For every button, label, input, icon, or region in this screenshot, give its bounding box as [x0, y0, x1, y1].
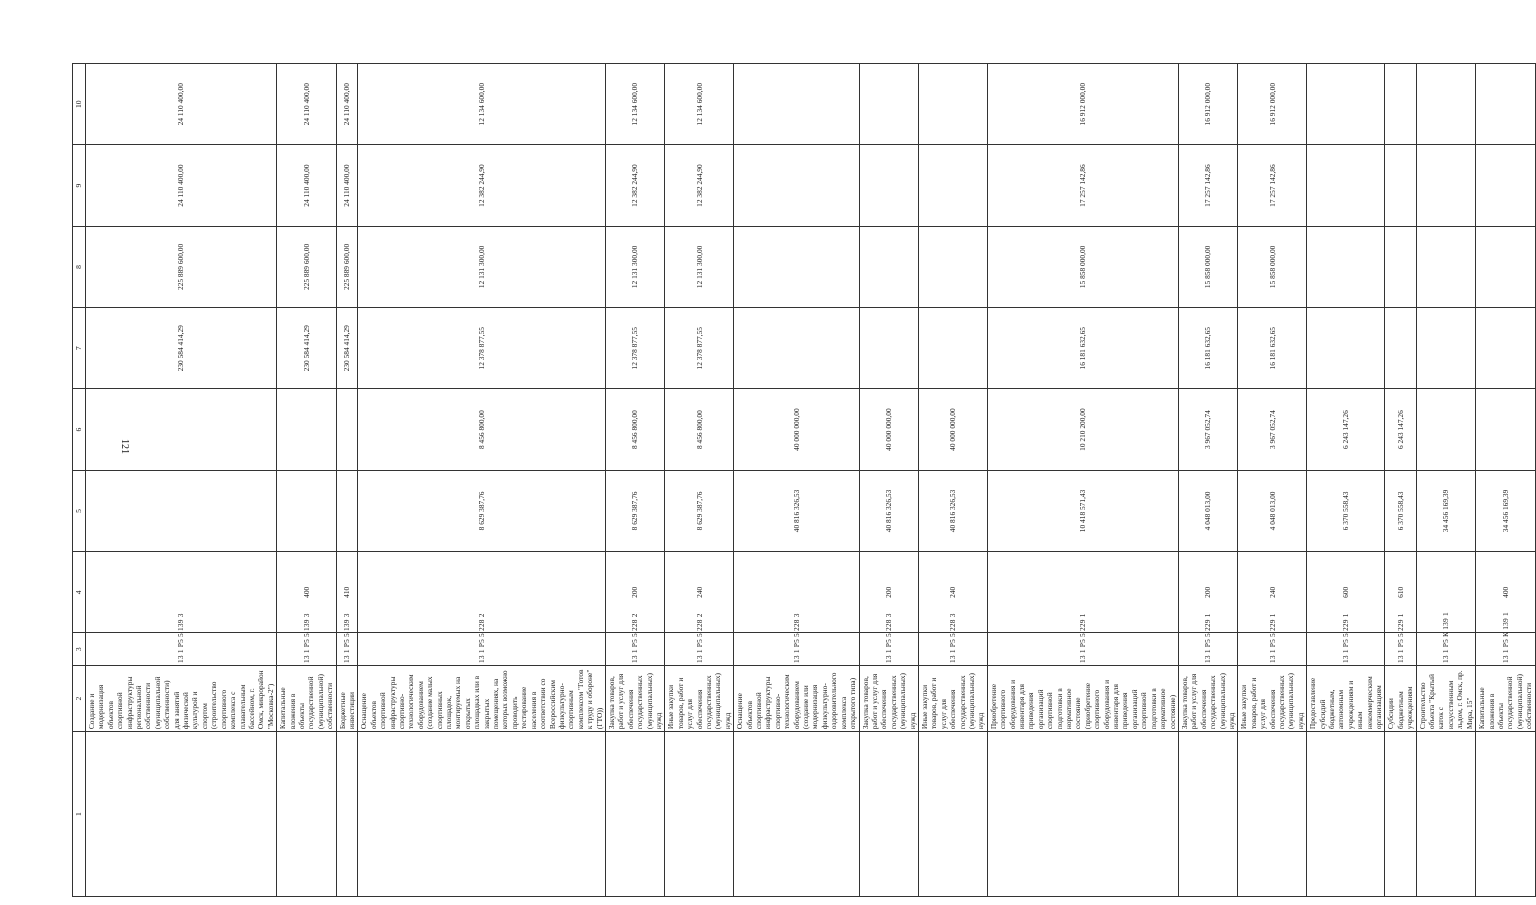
row-code: 13 1 Р5 5 229 1 — [1238, 633, 1307, 666]
row-col-8 — [1416, 226, 1475, 307]
row-col-9: 24 110 400,00 — [86, 145, 277, 226]
row-col-1 — [605, 732, 664, 897]
row-col-1 — [734, 732, 859, 897]
row-code: 13 1 Р5 5 229 1 — [987, 633, 1178, 666]
row-code: 13 1 Р5 5 229 1 — [1307, 633, 1385, 666]
row-expense-type: 400 — [1476, 552, 1535, 633]
row-expense-type: 400 — [277, 552, 336, 633]
row-col-9 — [734, 145, 859, 226]
row-col-8: 225 889 600,00 — [86, 226, 277, 307]
header-col-7: 7 — [73, 308, 86, 389]
row-col-9: 24 110 400,00 — [277, 145, 336, 226]
table-row — [1307, 64, 1385, 897]
row-col-6: 3 967 052,74 — [1178, 389, 1237, 470]
row-col-5: 6 370 558,43 — [1307, 470, 1385, 551]
table-row — [859, 64, 918, 897]
row-col-8 — [1307, 226, 1385, 307]
row-col-5: 8 629 387,76 — [358, 470, 606, 551]
row-col-5: 40 816 326,53 — [734, 470, 859, 551]
row-col-1 — [1385, 732, 1416, 897]
row-name: Капитальные вложения в объекты государственной (муниципальной) собственности — [1476, 665, 1535, 731]
row-col-5: 34 456 169,39 — [1476, 470, 1535, 551]
header-col-6: 6 — [73, 389, 86, 470]
row-col-6 — [1416, 389, 1475, 470]
page-number: 121 — [119, 439, 130, 454]
row-name: Закупка товаров, работ и услуг для обеспечения государственных (муниципальных) нужд — [1178, 665, 1237, 731]
row-col-7: 16 181 632,65 — [1238, 308, 1307, 389]
row-col-6: 8 456 800,00 — [665, 389, 734, 470]
row-col-7 — [1307, 308, 1385, 389]
row-col-6: 8 456 800,00 — [358, 389, 606, 470]
row-name: Иные закупки товаров, работ и услуг для обеспечения государственных (муниципальных) нужд — [1238, 665, 1307, 731]
header-col-8: 8 — [73, 226, 86, 307]
row-name: Субсидии бюджетным учреждениям — [1385, 665, 1416, 731]
row-col-10: 16 912 000,00 — [987, 64, 1178, 145]
row-col-6: 40 000 000,00 — [859, 389, 918, 470]
table-row — [86, 64, 277, 897]
row-col-9 — [859, 145, 918, 226]
row-col-8: 225 889 600,00 — [277, 226, 336, 307]
table-row — [358, 64, 606, 897]
row-col-7: 230 584 414,29 — [277, 308, 336, 389]
row-col-5: 4 048 013,00 — [1238, 470, 1307, 551]
row-col-10: 12 134 600,00 — [605, 64, 664, 145]
row-code: 13 1 Р5 5 228 2 — [358, 633, 606, 666]
row-col-8: 12 131 300,00 — [605, 226, 664, 307]
header-col-2: 2 — [73, 665, 86, 731]
row-col-9: 12 382 244,90 — [358, 145, 606, 226]
row-col-8: 12 131 300,00 — [358, 226, 606, 307]
row-col-10: 12 134 600,00 — [665, 64, 734, 145]
row-col-7 — [734, 308, 859, 389]
budget-table — [72, 63, 1536, 897]
row-code: 13 1 Р5 5 139 3 — [86, 633, 277, 666]
row-col-10: 12 134 600,00 — [358, 64, 606, 145]
row-name: Предоставление субсидий бюджетным, автономным учреждениям и иным некоммерческим организациям — [1307, 665, 1385, 731]
row-col-6: 6 243 147,26 — [1307, 389, 1385, 470]
row-col-7: 16 181 632,65 — [1178, 308, 1237, 389]
row-expense-type: 410 — [336, 552, 358, 633]
row-col-7 — [859, 308, 918, 389]
table-row — [918, 64, 987, 897]
row-code: 13 1 Р5 5 229 1 — [1178, 633, 1237, 666]
row-col-5: 10 418 571,43 — [987, 470, 1178, 551]
header-col-4: 4 — [73, 552, 86, 633]
row-code: 13 1 Р5 5 228 3 — [859, 633, 918, 666]
row-name: Создание и модернизация объектов спортивной инфраструктуры региональной собственности (муниципальной собственности) для занятий физической культурой и спортом (строительство спортивного комплекса с плавательным бассейном, г. Омск, микрорайон "Московка-2") — [86, 665, 277, 731]
table-row — [1238, 64, 1307, 897]
row-col-10: 24 110 400,00 — [277, 64, 336, 145]
row-name: Закупка товаров, работ и услуг для обеспечения государственных (муниципальных) нужд — [859, 665, 918, 731]
row-col-10 — [1385, 64, 1416, 145]
row-col-8 — [918, 226, 987, 307]
row-col-8: 12 131 300,00 — [665, 226, 734, 307]
header-col-3: 3 — [73, 633, 86, 666]
row-col-8: 225 889 600,00 — [336, 226, 358, 307]
row-col-10 — [734, 64, 859, 145]
row-col-7: 12 378 877,55 — [665, 308, 734, 389]
row-col-10 — [1416, 64, 1475, 145]
table-row — [1416, 64, 1475, 897]
table-row — [987, 64, 1178, 897]
row-expense-type: 240 — [665, 552, 734, 633]
row-col-7: 230 584 414,29 — [86, 308, 277, 389]
row-col-1 — [358, 732, 606, 897]
row-col-9: 17 257 142,86 — [987, 145, 1178, 226]
row-col-9: 12 382 244,90 — [605, 145, 664, 226]
row-col-8 — [859, 226, 918, 307]
table-row — [277, 64, 336, 897]
row-col-6: 10 210 200,00 — [987, 389, 1178, 470]
row-col-7 — [1416, 308, 1475, 389]
row-col-5 — [277, 470, 336, 551]
row-col-7: 12 378 877,55 — [358, 308, 606, 389]
row-col-5 — [86, 470, 277, 551]
row-col-1 — [1476, 732, 1535, 897]
row-col-8: 15 858 000,00 — [1178, 226, 1237, 307]
row-name: Оснащение объектов спортивной инфраструктуры спортивно-технологическим оборудованием (создание малых спортивных площадок, монтируемых на открытых площадках или в закрытых помещениях, на которых возможно проводить тестирование населения в соответствии со Всероссийским физкультурно-спортивным комплексом "Готов к труду и обороне" (ГТО)) — [358, 665, 606, 731]
row-col-5: 8 629 387,76 — [605, 470, 664, 551]
row-col-8 — [1385, 226, 1416, 307]
header-col-5: 5 — [73, 470, 86, 551]
row-col-1 — [859, 732, 918, 897]
row-col-7 — [1385, 308, 1416, 389]
row-col-10: 16 912 000,00 — [1238, 64, 1307, 145]
header-col-9: 9 — [73, 145, 86, 226]
row-col-5: 4 048 013,00 — [1178, 470, 1237, 551]
row-col-10 — [918, 64, 987, 145]
row-col-6 — [1476, 389, 1535, 470]
row-col-9 — [1416, 145, 1475, 226]
row-col-7: 12 378 877,55 — [605, 308, 664, 389]
row-code: 13 1 Р5 К 139 1 — [1416, 633, 1475, 666]
table-row — [1385, 64, 1416, 897]
table-row — [605, 64, 664, 897]
row-col-5: 34 456 169,39 — [1416, 470, 1475, 551]
row-col-7: 230 584 414,29 — [336, 308, 358, 389]
row-col-6: 40 000 000,00 — [918, 389, 987, 470]
row-expense-type: 600 — [1307, 552, 1385, 633]
table-row — [1178, 64, 1237, 897]
row-name: Бюджетные инвестиции — [336, 665, 358, 731]
row-col-8 — [734, 226, 859, 307]
header-col-1: 1 — [73, 732, 86, 897]
row-col-1 — [918, 732, 987, 897]
row-col-1 — [1178, 732, 1237, 897]
row-col-9 — [1385, 145, 1416, 226]
row-col-1 — [1307, 732, 1385, 897]
row-name: Строительство объекта "Крытый каток с искусственным льдом, г. Омск, пр. Мира, 15" — [1416, 665, 1475, 731]
row-col-10: 24 110 400,00 — [336, 64, 358, 145]
row-col-8: 15 858 000,00 — [987, 226, 1178, 307]
row-code: 13 1 Р5 5 228 2 — [665, 633, 734, 666]
table-row — [734, 64, 859, 897]
row-col-9 — [1307, 145, 1385, 226]
row-col-6: 8 456 800,00 — [605, 389, 664, 470]
row-name: Иные закупки товаров, работ и услуг для обеспечения государственных (муниципальных) нужд — [665, 665, 734, 731]
row-expense-type: 240 — [1238, 552, 1307, 633]
row-col-9: 17 257 142,86 — [1178, 145, 1237, 226]
row-col-5: 40 816 326,53 — [918, 470, 987, 551]
row-col-10 — [859, 64, 918, 145]
row-col-1 — [665, 732, 734, 897]
row-col-8: 15 858 000,00 — [1238, 226, 1307, 307]
row-col-1 — [1238, 732, 1307, 897]
row-col-9: 12 382 244,90 — [665, 145, 734, 226]
row-code: 13 1 Р5 5 139 3 — [336, 633, 358, 666]
table-row — [665, 64, 734, 897]
row-name: Закупка товаров, работ и услуг для обеспечения государственных (муниципальных) нужд — [605, 665, 664, 731]
row-col-7: 16 181 632,65 — [987, 308, 1178, 389]
row-col-5 — [336, 470, 358, 551]
header-row — [73, 64, 86, 897]
row-col-9: 24 110 400,00 — [336, 145, 358, 226]
row-col-6: 6 243 147,26 — [1385, 389, 1416, 470]
row-expense-type: 200 — [859, 552, 918, 633]
row-col-6 — [336, 389, 358, 470]
row-col-6: 40 000 000,00 — [734, 389, 859, 470]
row-name: Капитальные вложения в объекты государственной (муниципальной) собственности — [277, 665, 336, 731]
row-expense-type: 240 — [918, 552, 987, 633]
row-col-7 — [1476, 308, 1535, 389]
table-row — [336, 64, 358, 897]
rotated-page-content — [72, 63, 1534, 897]
row-col-10 — [1307, 64, 1385, 145]
row-col-1 — [336, 732, 358, 897]
row-col-6: 3 967 052,74 — [1238, 389, 1307, 470]
table-body — [73, 64, 1536, 897]
row-col-6 — [86, 389, 277, 470]
row-col-5: 6 370 558,43 — [1385, 470, 1416, 551]
row-col-9: 17 257 142,86 — [1238, 145, 1307, 226]
row-code: 13 1 Р5 5 139 3 — [277, 633, 336, 666]
row-code: 13 1 Р5 5 228 3 — [734, 633, 859, 666]
row-col-5: 40 816 326,53 — [859, 470, 918, 551]
row-col-9 — [1476, 145, 1535, 226]
row-col-10 — [1476, 64, 1535, 145]
row-col-5: 8 629 387,76 — [665, 470, 734, 551]
row-col-1 — [86, 732, 277, 897]
row-col-10: 16 912 000,00 — [1178, 64, 1237, 145]
row-expense-type: 200 — [1178, 552, 1237, 633]
table-row — [1476, 64, 1535, 897]
row-name: Оснащение объектов спортивной инфраструктуры спортивно-технологическим оборудованием (создание или модернизация физкультурно-оздоровительного комплекса открытого типа) — [734, 665, 859, 731]
row-name: Приобретение спортивного оборудования и инвентаря для приведения организаций спортивной подготовки в нормативное состояние (приобретение спортивного оборудования и инвентаря для приведения организаций спортивной подготовки в нормативное состояние) — [987, 665, 1178, 731]
row-col-7 — [918, 308, 987, 389]
row-col-1 — [987, 732, 1178, 897]
row-col-6 — [277, 389, 336, 470]
row-name: Иные закупки товаров, работ и услуг для обеспечения государственных (муниципальных) нужд — [918, 665, 987, 731]
header-col-10: 10 — [73, 64, 86, 145]
row-col-1 — [1416, 732, 1475, 897]
row-col-9 — [918, 145, 987, 226]
row-code: 13 1 Р5 5 228 3 — [918, 633, 987, 666]
row-code: 13 1 Р5 К 139 1 — [1476, 633, 1535, 666]
row-code: 13 1 Р5 5 229 1 — [1385, 633, 1416, 666]
row-col-10: 24 110 400,00 — [86, 64, 277, 145]
row-expense-type: 200 — [605, 552, 664, 633]
row-code: 13 1 Р5 5 228 2 — [605, 633, 664, 666]
row-col-8 — [1476, 226, 1535, 307]
row-expense-type: 610 — [1385, 552, 1416, 633]
row-col-1 — [277, 732, 336, 897]
